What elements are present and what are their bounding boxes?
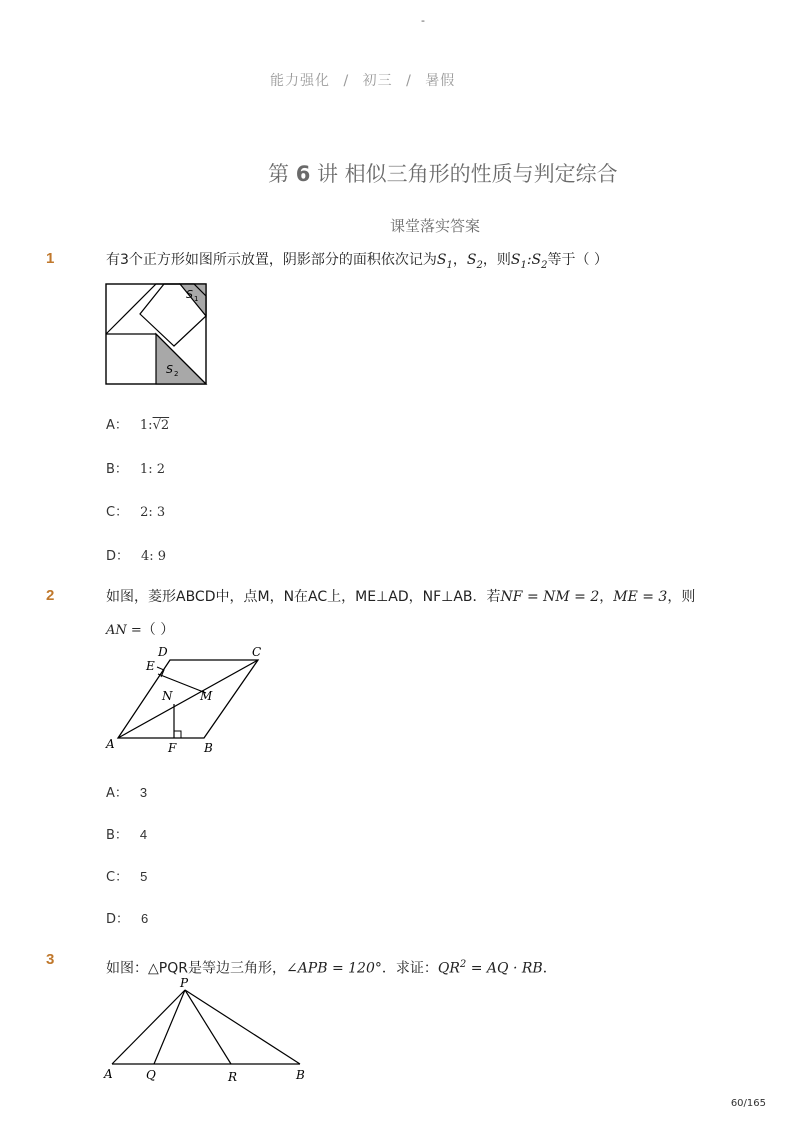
- option-a[interactable]: [106, 782, 147, 801]
- squares-figure: [104, 282, 208, 386]
- question-text-part: 等于（ ）: [547, 252, 608, 268]
- page-number: 60/165: [730, 1098, 766, 1109]
- question-text-part: （ ）: [141, 622, 175, 638]
- question-text-part: ，: [452, 252, 467, 268]
- breadcrumb-item: 能力强化: [270, 73, 330, 89]
- question-text-part: ，: [599, 589, 614, 605]
- option-value: 4: 9: [141, 549, 167, 564]
- question-text-part: 如图，菱形ABCD中，点M，N在AC上，ME⊥AD，NF⊥AB．若: [106, 589, 501, 605]
- breadcrumb-item: 初三: [362, 73, 393, 89]
- math-superscript: 2: [459, 959, 467, 970]
- title-suffix: 讲 相似三角形的性质与判定综合: [317, 162, 618, 186]
- math-symbol: S: [531, 252, 542, 268]
- triangle-figure: [100, 975, 320, 1090]
- label-r: R: [228, 1070, 238, 1084]
- breadcrumb: [270, 70, 463, 90]
- question-text-part: 有3个正方形如图所示放置，阴影部分的面积依次记为: [106, 252, 437, 268]
- math-subscript: 2: [476, 259, 483, 271]
- question-text-part: 如图：△PQR是等边三角形，: [106, 960, 286, 977]
- option-value: 1:: [139, 418, 153, 433]
- math-expression: QR: [437, 960, 460, 977]
- option-c[interactable]: [106, 866, 147, 885]
- page-subtitle: 课堂落实答案: [390, 217, 481, 235]
- breadcrumb-separator: /: [406, 73, 412, 89]
- top-mark: -: [421, 14, 425, 27]
- option-radical: √2: [152, 418, 170, 433]
- option-label: B：: [106, 828, 128, 843]
- option-d[interactable]: [106, 908, 148, 927]
- option-b[interactable]: [106, 458, 165, 477]
- right-angle-mark: [174, 731, 181, 738]
- math-expression: = AQ · RB: [466, 960, 543, 977]
- option-label: C：: [106, 505, 129, 520]
- question-text-part: ，则: [482, 252, 511, 268]
- option-label: C：: [106, 870, 129, 885]
- breadcrumb-separator: /: [343, 73, 350, 89]
- math-expression: NF = NM = 2: [500, 589, 600, 605]
- label-e: E: [146, 659, 155, 673]
- label-b: B: [204, 741, 213, 755]
- label-a: A: [104, 1067, 113, 1081]
- label-s2-sub: 2: [174, 370, 179, 378]
- math-symbol: S: [466, 252, 477, 268]
- label-f: F: [168, 741, 177, 755]
- line: [106, 284, 180, 334]
- question-text: [106, 250, 608, 276]
- label-p: P: [180, 976, 189, 990]
- option-label: B：: [106, 462, 128, 477]
- option-label: A：: [106, 786, 128, 801]
- label-a: A: [106, 737, 115, 751]
- line-pr: [185, 990, 231, 1064]
- line-pa: [112, 990, 185, 1064]
- question-number: 2: [46, 587, 55, 604]
- question-text-part: ，则: [667, 589, 696, 605]
- question-text: [106, 587, 695, 607]
- label-m: M: [200, 689, 213, 703]
- math-symbol: S: [510, 252, 521, 268]
- label-d: D: [158, 645, 168, 659]
- option-value: 1: 2: [139, 462, 165, 477]
- label-s1: S: [186, 288, 193, 301]
- math-symbol: :: [526, 252, 532, 268]
- math-subscript: 2: [541, 259, 548, 271]
- option-value: 6: [141, 911, 149, 926]
- option-value: 3: [139, 785, 148, 800]
- option-value: 5: [140, 869, 148, 884]
- shaded-region-s1: [180, 284, 206, 316]
- diagonal-ac: [118, 660, 258, 738]
- option-label: A：: [106, 418, 128, 433]
- line-pb: [185, 990, 300, 1064]
- math-symbol: S: [436, 252, 447, 268]
- title-prefix: 第: [268, 162, 289, 186]
- label-c: C: [252, 645, 262, 659]
- math-expression: AN =: [106, 623, 142, 638]
- breadcrumb-item: 暑假: [425, 73, 456, 89]
- option-d[interactable]: [106, 545, 166, 564]
- page-title: [268, 158, 618, 188]
- option-label: D：: [106, 912, 130, 927]
- option-value: 4: [139, 827, 148, 842]
- label-n: N: [162, 689, 173, 703]
- math-subscript: 1: [520, 259, 527, 271]
- math-subscript: 1: [446, 259, 453, 271]
- label-q: Q: [146, 1068, 156, 1082]
- label-s1-sub: 1: [194, 295, 199, 303]
- option-label: D：: [106, 549, 130, 564]
- question-number: 1: [46, 250, 55, 267]
- label-b: B: [296, 1068, 305, 1082]
- question-text-part: ．求证：: [381, 960, 438, 977]
- option-c[interactable]: [106, 501, 165, 520]
- question-text-part: ．: [542, 960, 557, 977]
- rhombus-figure: [100, 640, 280, 760]
- label-s2: S: [166, 363, 173, 376]
- line-pq: [154, 990, 185, 1064]
- math-expression: ∠APB = 120°: [285, 960, 382, 977]
- title-number: 6: [295, 162, 311, 186]
- question-number: 3: [46, 951, 55, 968]
- option-value: 2: 3: [140, 505, 166, 520]
- math-expression: ME = 3: [613, 589, 668, 605]
- question-text-line2: [106, 620, 174, 641]
- option-a[interactable]: [106, 414, 169, 433]
- option-b[interactable]: [106, 824, 147, 843]
